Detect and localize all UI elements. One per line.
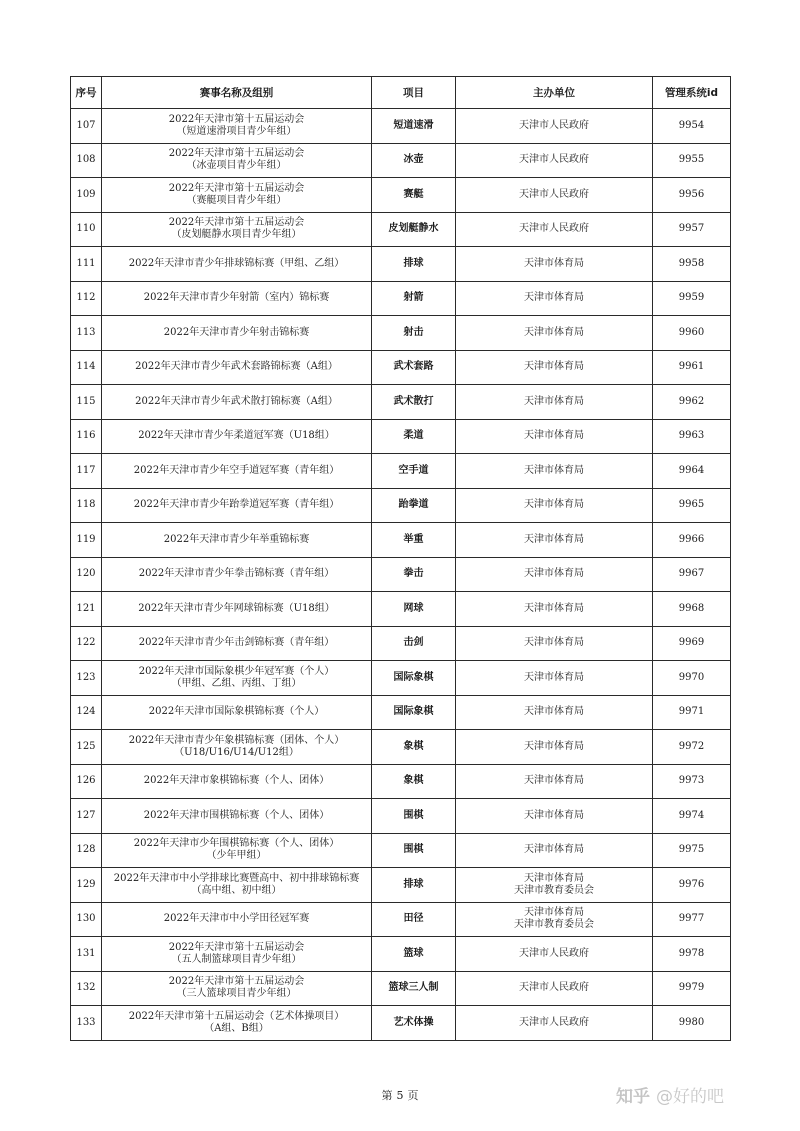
cell-host-unit: 天津市体育局 — [456, 454, 653, 489]
cell-sport-item: 田径 — [372, 902, 456, 937]
cell-host-unit: 天津市体育局 — [456, 626, 653, 661]
cell-serial-number: 123 — [71, 661, 102, 696]
cell-event-name: 2022年天津市青少年拳击锦标赛（青年组） — [102, 557, 372, 592]
cell-sport-item: 艺术体操 — [372, 1006, 456, 1041]
table-row — [71, 523, 731, 558]
cell-event-name: 2022年天津市第十五届运动会（艺术体操项目） （A组、B组） — [102, 1006, 372, 1041]
cell-event-name: 2022年天津市青少年排球锦标赛（甲组、乙组） — [102, 247, 372, 282]
cell-host-unit: 天津市体育局 — [456, 592, 653, 627]
table-header-row — [71, 77, 731, 109]
competition-table — [70, 76, 731, 1041]
cell-host-unit: 天津市体育局 — [456, 799, 653, 834]
cell-serial-number: 130 — [71, 902, 102, 937]
cell-sport-item: 射击 — [372, 316, 456, 351]
cell-sport-item: 象棋 — [372, 764, 456, 799]
cell-serial-number: 114 — [71, 350, 102, 385]
cell-host-unit: 天津市体育局 — [456, 247, 653, 282]
cell-host-unit: 天津市人民政府 — [456, 212, 653, 247]
table-row — [71, 626, 731, 661]
cell-serial-number: 112 — [71, 281, 102, 316]
cell-event-name: 2022年天津市青少年射击锦标赛 — [102, 316, 372, 351]
cell-host-unit: 天津市体育局 — [456, 557, 653, 592]
cell-host-unit: 天津市人民政府 — [456, 109, 653, 144]
cell-host-unit: 天津市体育局 — [456, 316, 653, 351]
cell-sport-item: 围棋 — [372, 833, 456, 868]
cell-event-name: 2022年天津市青少年射箭（室内）锦标赛 — [102, 281, 372, 316]
cell-host-unit: 天津市体育局 — [456, 730, 653, 765]
table-body — [71, 109, 731, 1041]
table-row — [71, 109, 731, 144]
header-serial-number: 序号 — [71, 77, 102, 109]
cell-serial-number: 107 — [71, 109, 102, 144]
cell-system-id: 9962 — [653, 385, 731, 420]
cell-system-id: 9969 — [653, 626, 731, 661]
cell-serial-number: 120 — [71, 557, 102, 592]
cell-event-name: 2022年天津市第十五届运动会 （皮划艇静水项目青少年组） — [102, 212, 372, 247]
table-row — [71, 316, 731, 351]
cell-host-unit: 天津市人民政府 — [456, 143, 653, 178]
cell-sport-item: 短道速滑 — [372, 109, 456, 144]
cell-system-id: 9966 — [653, 523, 731, 558]
cell-sport-item: 排球 — [372, 247, 456, 282]
cell-sport-item: 围棋 — [372, 799, 456, 834]
cell-event-name: 2022年天津市青少年击剑锦标赛（青年组） — [102, 626, 372, 661]
cell-event-name: 2022年天津市少年围棋锦标赛（个人、团体） （少年甲组） — [102, 833, 372, 868]
cell-sport-item: 击剑 — [372, 626, 456, 661]
cell-system-id: 9968 — [653, 592, 731, 627]
table-row — [71, 178, 731, 213]
cell-event-name: 2022年天津市第十五届运动会 （五人制篮球项目青少年组） — [102, 937, 372, 972]
cell-system-id: 9956 — [653, 178, 731, 213]
cell-system-id: 9965 — [653, 488, 731, 523]
cell-serial-number: 109 — [71, 178, 102, 213]
table-row — [71, 695, 731, 730]
cell-sport-item: 篮球三人制 — [372, 971, 456, 1006]
cell-system-id: 9971 — [653, 695, 731, 730]
watermark — [616, 1082, 724, 1107]
cell-host-unit: 天津市体育局 — [456, 281, 653, 316]
table-row — [71, 454, 731, 489]
cell-serial-number: 115 — [71, 385, 102, 420]
cell-system-id: 9972 — [653, 730, 731, 765]
cell-host-unit: 天津市体育局 — [456, 523, 653, 558]
table-row — [71, 592, 731, 627]
cell-event-name: 2022年天津市青少年网球锦标赛（U18组） — [102, 592, 372, 627]
table-row — [71, 281, 731, 316]
cell-event-name: 2022年天津市青少年柔道冠军赛（U18组） — [102, 419, 372, 454]
cell-system-id: 9961 — [653, 350, 731, 385]
cell-event-name: 2022年天津市青少年空手道冠军赛（青年组） — [102, 454, 372, 489]
cell-host-unit: 天津市体育局 — [456, 833, 653, 868]
table-row — [71, 557, 731, 592]
cell-event-name: 2022年天津市围棋锦标赛（个人、团体） — [102, 799, 372, 834]
cell-serial-number: 111 — [71, 247, 102, 282]
cell-system-id: 9978 — [653, 937, 731, 972]
cell-system-id: 9967 — [653, 557, 731, 592]
cell-event-name: 2022年天津市中小学田径冠军赛 — [102, 902, 372, 937]
table-row — [71, 1006, 731, 1041]
table-row — [71, 799, 731, 834]
cell-sport-item: 拳击 — [372, 557, 456, 592]
table-row — [71, 385, 731, 420]
cell-event-name: 2022年天津市中小学排球比赛暨高中、初中排球锦标赛 （高中组、初中组） — [102, 868, 372, 903]
cell-sport-item: 射箭 — [372, 281, 456, 316]
cell-sport-item: 国际象棋 — [372, 661, 456, 696]
cell-host-unit: 天津市人民政府 — [456, 1006, 653, 1041]
cell-system-id: 9963 — [653, 419, 731, 454]
cell-system-id: 9976 — [653, 868, 731, 903]
page-suffix: 页 — [407, 1089, 419, 1102]
table-row — [71, 868, 731, 903]
cell-event-name: 2022年天津市第十五届运动会 （三人篮球项目青少年组） — [102, 971, 372, 1006]
cell-sport-item: 赛艇 — [372, 178, 456, 213]
cell-host-unit: 天津市人民政府 — [456, 178, 653, 213]
cell-sport-item: 武术散打 — [372, 385, 456, 420]
cell-serial-number: 113 — [71, 316, 102, 351]
header-event-name: 赛事名称及组别 — [102, 77, 372, 109]
cell-event-name: 2022年天津市国际象棋锦标赛（个人） — [102, 695, 372, 730]
cell-host-unit: 天津市体育局 — [456, 350, 653, 385]
table-row — [71, 143, 731, 178]
cell-host-unit: 天津市体育局 — [456, 695, 653, 730]
cell-system-id: 9973 — [653, 764, 731, 799]
cell-event-name: 2022年天津市青少年跆拳道冠军赛（青年组） — [102, 488, 372, 523]
cell-serial-number: 126 — [71, 764, 102, 799]
table-row — [71, 833, 731, 868]
cell-serial-number: 108 — [71, 143, 102, 178]
cell-sport-item: 跆拳道 — [372, 488, 456, 523]
cell-system-id: 9974 — [653, 799, 731, 834]
cell-system-id: 9957 — [653, 212, 731, 247]
cell-sport-item: 篮球 — [372, 937, 456, 972]
cell-system-id: 9955 — [653, 143, 731, 178]
cell-serial-number: 122 — [71, 626, 102, 661]
cell-system-id: 9964 — [653, 454, 731, 489]
cell-system-id: 9954 — [653, 109, 731, 144]
cell-system-id: 9979 — [653, 971, 731, 1006]
table-row — [71, 488, 731, 523]
cell-event-name: 2022年天津市青少年举重锦标赛 — [102, 523, 372, 558]
cell-serial-number: 132 — [71, 971, 102, 1006]
cell-system-id: 9970 — [653, 661, 731, 696]
cell-sport-item: 武术套路 — [372, 350, 456, 385]
page-prefix: 第 — [381, 1089, 393, 1102]
table-row — [71, 764, 731, 799]
cell-sport-item: 举重 — [372, 523, 456, 558]
cell-system-id: 9980 — [653, 1006, 731, 1041]
cell-host-unit: 天津市体育局 — [456, 661, 653, 696]
cell-system-id: 9960 — [653, 316, 731, 351]
cell-serial-number: 119 — [71, 523, 102, 558]
table-row — [71, 730, 731, 765]
page-number: 5 — [396, 1089, 404, 1102]
cell-serial-number: 117 — [71, 454, 102, 489]
cell-system-id: 9958 — [653, 247, 731, 282]
cell-host-unit: 天津市体育局 天津市教育委员会 — [456, 868, 653, 903]
cell-sport-item: 空手道 — [372, 454, 456, 489]
table-row — [71, 419, 731, 454]
table-row — [71, 661, 731, 696]
cell-serial-number: 124 — [71, 695, 102, 730]
header-system-id: 管理系统id — [653, 77, 731, 109]
table-row — [71, 212, 731, 247]
cell-serial-number: 116 — [71, 419, 102, 454]
cell-host-unit: 天津市体育局 — [456, 764, 653, 799]
cell-host-unit: 天津市人民政府 — [456, 971, 653, 1006]
cell-system-id: 9977 — [653, 902, 731, 937]
cell-serial-number: 118 — [71, 488, 102, 523]
cell-event-name: 2022年天津市象棋锦标赛（个人、团体） — [102, 764, 372, 799]
cell-host-unit: 天津市人民政府 — [456, 937, 653, 972]
cell-event-name: 2022年天津市青少年武术套路锦标赛（A组） — [102, 350, 372, 385]
header-sport-item: 项目 — [372, 77, 456, 109]
cell-sport-item: 象棋 — [372, 730, 456, 765]
cell-serial-number: 125 — [71, 730, 102, 765]
cell-serial-number: 129 — [71, 868, 102, 903]
watermark-handle: @好的吧 — [656, 1087, 724, 1107]
cell-event-name: 2022年天津市青少年象棋锦标赛（团体、个人） （U18/U16/U14/U12组） — [102, 730, 372, 765]
cell-system-id: 9975 — [653, 833, 731, 868]
table-row — [71, 247, 731, 282]
table-row — [71, 902, 731, 937]
cell-host-unit: 天津市体育局 — [456, 419, 653, 454]
table-row — [71, 971, 731, 1006]
cell-serial-number: 110 — [71, 212, 102, 247]
cell-event-name: 2022年天津市第十五届运动会 （短道速滑项目青少年组） — [102, 109, 372, 144]
cell-host-unit: 天津市体育局 — [456, 488, 653, 523]
cell-sport-item: 柔道 — [372, 419, 456, 454]
cell-host-unit: 天津市体育局 天津市教育委员会 — [456, 902, 653, 937]
cell-event-name: 2022年天津市国际象棋少年冠军赛（个人） （甲组、乙组、丙组、丁组） — [102, 661, 372, 696]
cell-sport-item: 国际象棋 — [372, 695, 456, 730]
cell-event-name: 2022年天津市第十五届运动会 （冰壶项目青少年组） — [102, 143, 372, 178]
cell-host-unit: 天津市体育局 — [456, 385, 653, 420]
cell-serial-number: 128 — [71, 833, 102, 868]
table-row — [71, 350, 731, 385]
table-row — [71, 937, 731, 972]
cell-system-id: 9959 — [653, 281, 731, 316]
cell-serial-number: 121 — [71, 592, 102, 627]
zhihu-logo: 知乎 — [616, 1087, 650, 1107]
cell-serial-number: 131 — [71, 937, 102, 972]
cell-event-name: 2022年天津市第十五届运动会 （赛艇项目青少年组） — [102, 178, 372, 213]
cell-sport-item: 网球 — [372, 592, 456, 627]
cell-event-name: 2022年天津市青少年武术散打锦标赛（A组） — [102, 385, 372, 420]
cell-serial-number: 133 — [71, 1006, 102, 1041]
cell-sport-item: 皮划艇静水 — [372, 212, 456, 247]
cell-sport-item: 排球 — [372, 868, 456, 903]
header-host-unit: 主办单位 — [456, 77, 653, 109]
cell-serial-number: 127 — [71, 799, 102, 834]
cell-sport-item: 冰壶 — [372, 143, 456, 178]
